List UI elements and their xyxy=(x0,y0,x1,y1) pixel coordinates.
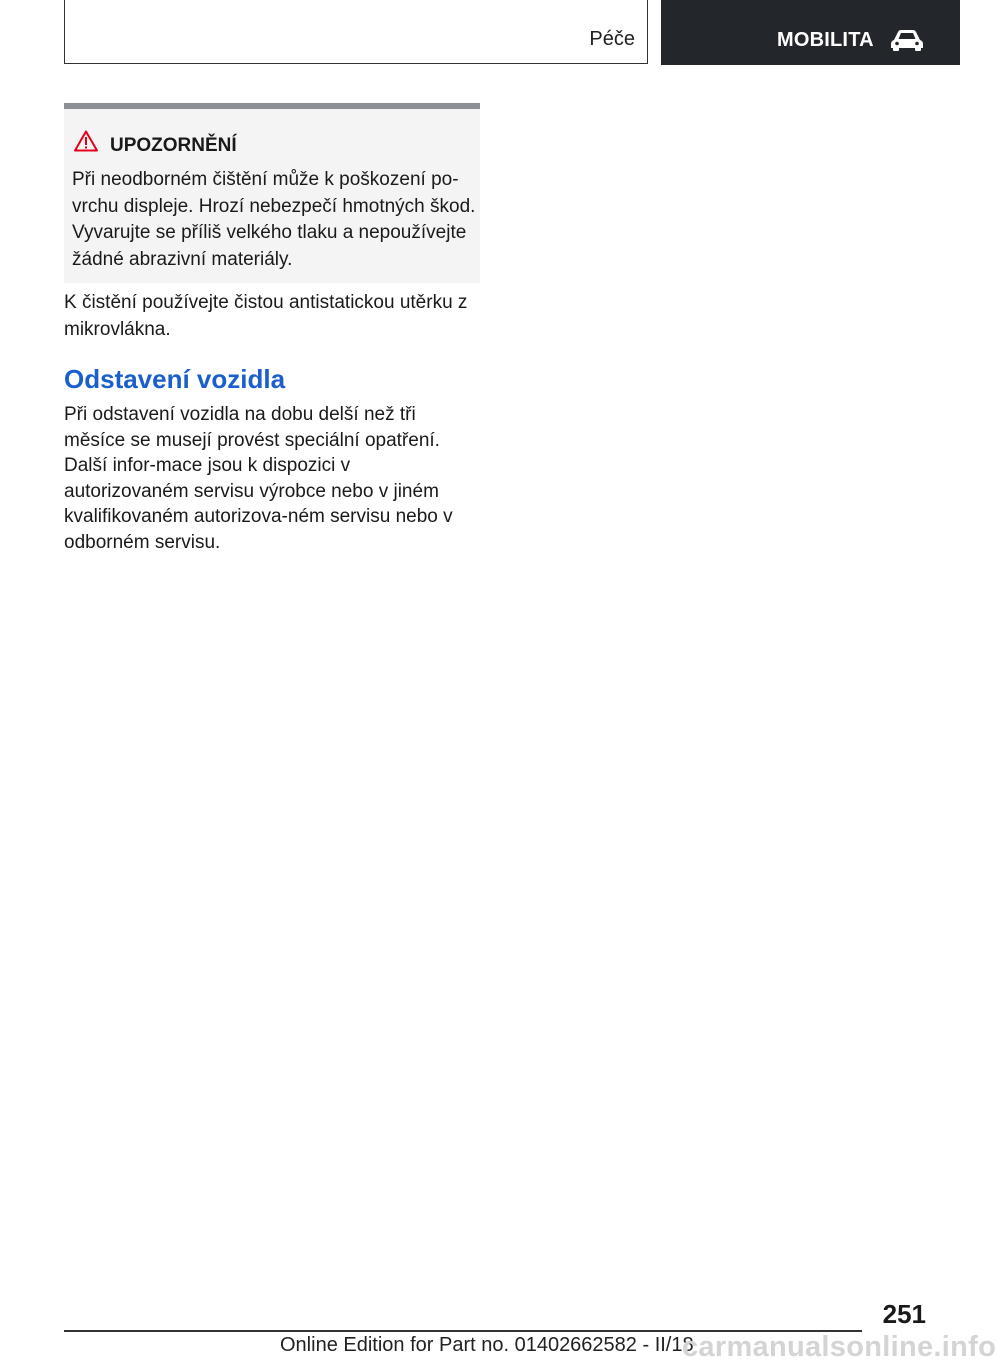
cleaning-paragraph: K čistění používejte čistou antistatickou utěrku z mikrovlákna. xyxy=(64,292,468,340)
warning-box xyxy=(64,103,480,283)
watermark: carmanualsonline.info xyxy=(682,1331,996,1363)
footer-edition: Online Edition for Part no. 01402662582 - II/18 xyxy=(280,1334,694,1356)
car-icon xyxy=(890,28,924,52)
warning-text: Při neodborném čištění může k poškození po-vrchu displeje. Hrozí nebezpečí hmotných škod. Vyvarujte se příliš velkého tlaku a nepoužívejte žádné abrazivní materiály. xyxy=(72,169,476,270)
page-number: 251 xyxy=(882,1299,926,1329)
header-section-title: Péče xyxy=(589,28,635,50)
warning-triangle-icon xyxy=(74,130,98,152)
storage-paragraph: Při odstavení vozidla na dobu delší než tři měsíce se musejí provést speciální opatření. Další infor-mace jsou k dispozici v autorizovaném servisu výrobce nebo v jiném kvalifikovaném autorizova-ném servisu nebo v odborném servisu. xyxy=(64,404,453,553)
warning-title: UPOZORNĚNÍ xyxy=(110,135,237,156)
header-chapter-title: MOBILITA xyxy=(777,29,874,51)
header-section-box xyxy=(64,0,648,64)
header-chapter-bar xyxy=(661,0,960,65)
section-heading: Odstavení vozidla xyxy=(64,364,286,394)
